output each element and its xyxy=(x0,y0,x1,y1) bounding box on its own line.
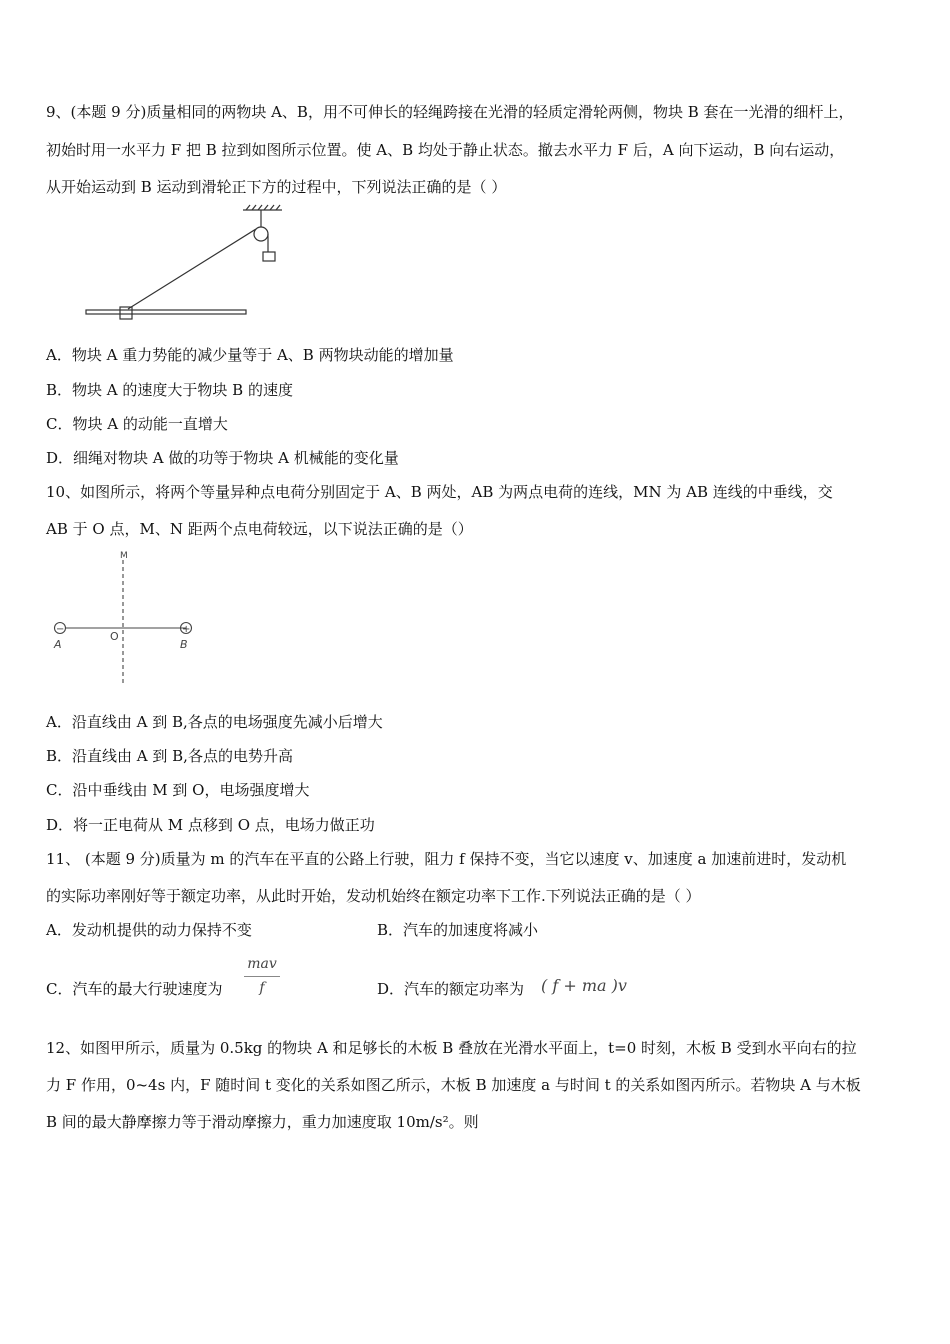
q9-stem-line-1: 9、(本题 9 分)质量相同的两物块 A、B，用不可伸长的轻绳跨接在光滑的轻质定滑轮两侧，物块 B 套在一光滑的细杆上， xyxy=(46,103,854,121)
sign-a: − xyxy=(56,624,65,635)
q10-charge-figure xyxy=(46,548,206,688)
fraction-numerator: mav xyxy=(247,956,277,972)
q9-stem-line-3: 从开始运动到 B 运动到滑轮正下方的过程中，下列说法正确的是（ ） xyxy=(46,178,507,196)
q10-option-d: D．将一正电荷从 M 点移到 O 点，电场力做正功 xyxy=(46,816,375,834)
label-b: B xyxy=(180,638,188,651)
rope xyxy=(128,229,256,309)
q12-stem-line-2: 力 F 作用，0~4s 内，F 随时间 t 变化的关系如图乙所示，木板 B 加速度 a 与时间 t 的关系如图丙所示。若物块 A 与木板 xyxy=(46,1076,861,1094)
q11-option-a: A．发动机提供的动力保持不变 xyxy=(46,921,252,939)
q9-option-d: D．细绳对物块 A 做的功等于物块 A 机械能的变化量 xyxy=(46,449,399,467)
q11-option-d-expression: ( f + ma )v xyxy=(541,976,627,995)
q11-option-c: C．汽车的最大行驶速度为 xyxy=(46,980,223,998)
fraction-bar xyxy=(244,976,280,977)
q11-stem-line-2: 的实际功率刚好等于额定功率，从此时开始，发动机始终在额定功率下工作.下列说法正确的是（ ） xyxy=(46,887,701,905)
q10-stem-line-2: AB 于 O 点，M、N 距两个点电荷较远，以下说法正确的是（） xyxy=(46,520,473,538)
q9-pulley-figure xyxy=(80,205,260,325)
q12-stem-line-3: B 间的最大静摩擦力等于滑动摩擦力，重力加速度取 10m/s²。则 xyxy=(46,1113,479,1131)
q11-stem-line-1: 11、 (本题 9 分)质量为 m 的汽车在平直的公路上行驶，阻力 f 保持不变，当它以速度 v、加速度 a 加速前进时，发动机 xyxy=(46,850,847,868)
q10-stem-line-1: 10、如图所示，将两个等量异种点电荷分别固定于 A、B 两处，AB 为两点电荷的连线，MN 为 AB 连线的中垂线，交 xyxy=(46,483,833,501)
label-m: M xyxy=(120,551,128,561)
q10-option-b: B．沿直线由 A 到 B,各点的电势升高 xyxy=(46,747,293,765)
block-b xyxy=(120,307,132,319)
q11-option-b: B．汽车的加速度将减小 xyxy=(377,921,539,939)
q9-option-a: A．物块 A 重力势能的减少量等于 A、B 两物块动能的增加量 xyxy=(46,346,454,364)
label-o: O xyxy=(110,630,119,643)
q10-option-a: A．沿直线由 A 到 B,各点的电场强度先减小后增大 xyxy=(46,713,383,731)
q10-option-c: C．沿中垂线由 M 到 O，电场强度增大 xyxy=(46,781,310,799)
q9-stem-line-2: 初始时用一水平力 F 把 B 拉到如图所示位置。使 A、B 均处于静止状态。撤去水平力 F 后，A 向下运动，B 向右运动， xyxy=(46,141,845,159)
q9-option-c: C．物块 A 的动能一直增大 xyxy=(46,415,228,433)
q12-stem-line-1: 12、如图甲所示，质量为 0.5kg 的物块 A 和足够长的木板 B 叠放在光滑水平面上，t=0 时刻，木板 B 受到水平向右的拉 xyxy=(46,1039,857,1057)
rod xyxy=(86,310,246,314)
block-a xyxy=(263,252,275,261)
q11-option-d: D．汽车的额定功率为 xyxy=(377,980,525,998)
label-a: A xyxy=(54,638,62,651)
q9-option-b: B．物块 A 的速度大于物块 B 的速度 xyxy=(46,381,293,399)
fraction-denominator: f xyxy=(259,980,265,996)
pulley xyxy=(254,227,268,241)
sign-b: + xyxy=(182,624,191,635)
